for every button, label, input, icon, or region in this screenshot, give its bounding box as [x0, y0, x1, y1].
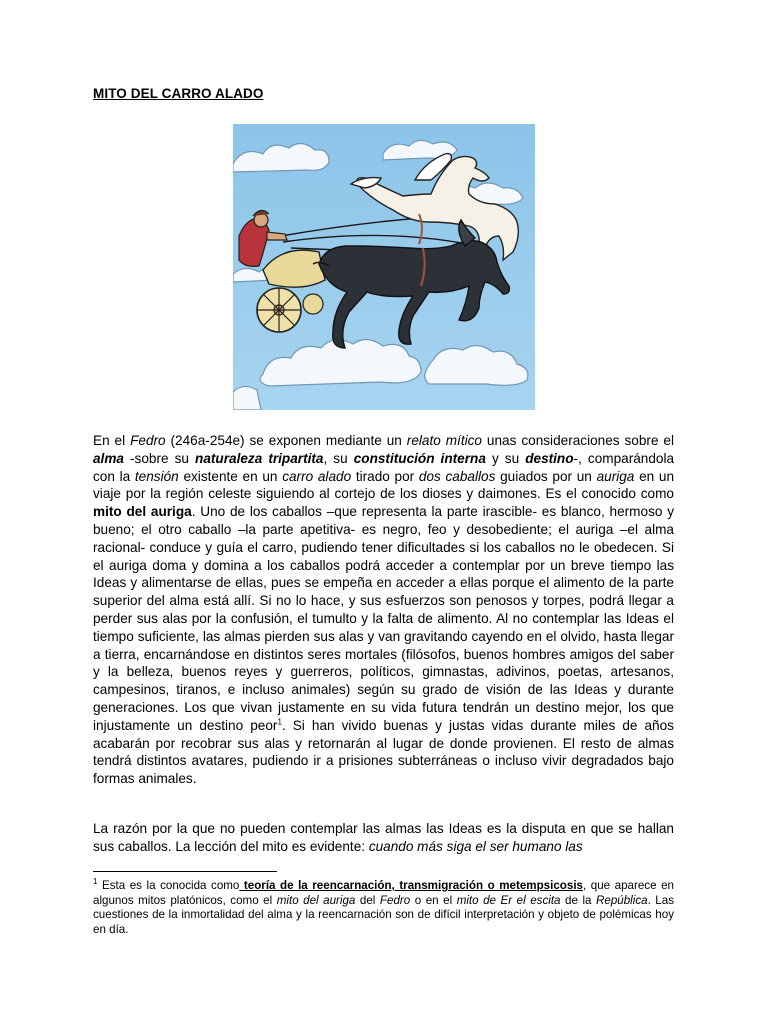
text-run: en un viaje por la región celeste siguiendo al cortejo de los dioses y daimones. Es el conocido como: [93, 468, 675, 502]
text-run: tensión: [134, 468, 179, 484]
text-run: tirado por: [351, 468, 419, 484]
text-run: del: [355, 893, 380, 907]
text-run: mito del auriga: [276, 893, 356, 907]
footnote: [93, 879, 674, 937]
text-run: naturaleza tripartita: [195, 450, 324, 466]
text-run: y su: [485, 450, 526, 466]
text-run: constitución interna: [353, 450, 486, 466]
text-run: -sobre su: [123, 450, 196, 466]
text-run: . Si han vivido buenas y justas vidas durante miles de años acabarán por recobrar sus alas y retornarán al lugar de donde provienen. El resto de almas tendrá distintos avatares, pudiendo ir a prisiones subterráneas o incluso vivir degradados bajo formas animales.: [93, 717, 674, 787]
text-run: cuando más siga el ser humano las: [368, 838, 583, 854]
text-run: Fedro: [379, 893, 411, 907]
text-run: carro alado: [282, 468, 352, 484]
text-run: dos caballos: [418, 468, 496, 484]
text-run: República: [596, 893, 648, 907]
text-run: guiados por un: [495, 468, 597, 484]
footnote-marker: 1: [277, 717, 282, 727]
text-run: teoría de la reencarnación, transmigración o metempsicosis: [239, 879, 583, 892]
document-title: MITO DEL CARRO ALADO: [93, 86, 264, 101]
text-run: o en el: [410, 893, 457, 907]
footnote-separator: [93, 871, 277, 872]
paragraph-myth-description: [93, 432, 674, 788]
text-run: . Las cuestiones de la inmortalidad del alma y la reencarnación son de difícil interpretación y objeto de polémicas hoy en día.: [93, 893, 675, 936]
text-run: mito de Er el escita: [456, 893, 561, 907]
text-run: (246a-254e) se exponen mediante un: [165, 433, 407, 448]
text-run: La razón por la que no pueden contemplar las almas las Ideas es la disputa en que se hallan sus caballos. La lección del mito es evidente:: [93, 821, 674, 854]
text-run: destino: [525, 450, 574, 466]
text-run: existente en un: [178, 468, 283, 484]
text-run: unas consideraciones sobre el: [482, 433, 675, 448]
text-run: auriga: [596, 468, 635, 484]
text-run: alma: [93, 450, 124, 466]
text-run: En el: [93, 433, 131, 448]
text-run: . Uno de los caballos –que representa la parte irascible- es blanco, hermoso y bueno; el otro caballo –la parte apetitiva- es negro, feo y desobediente; el auriga –el alma racional- conduce y guía el carro, pudiendo tener dificultades si los caballos no le obedecen. Si el auriga doma y domina a los caballos podrá acceder a contemplar por un breve tiempo las Ideas y alimentarse de ellas, pues se empeña en acceder a ellas porque el alimento de la parte superior del alma está allí. Si no lo hace, y sus esfuerzos son penosos y torpes, podrá llegar a perder sus alas por la confusión, el tumulto y la falta de alimento. Al no contemplar las Ideas el tiempo suficiente, las almas pierden sus alas y van gravitando cayendo en el olvido, hasta llegar a tierra, encarnándose en distintos seres mortales (filósofos, buenos hombres amigos del saber y la belleza, buenos reyes y guerreros, políticos, gimnastas, adivinos, poetas, artesanos, campesinos, tiranos, e incluso animales) según su grado de visión de las Ideas y durante generaciones. Los que vivan justamente en su vida futura tendrán un destino mejor, los que injustamente un destino peor: [93, 504, 675, 733]
text-run: de la: [560, 893, 596, 907]
text-run: Esta es la conocida como: [97, 879, 240, 892]
text-run: Fedro: [130, 433, 166, 448]
footnote-marker: 1: [93, 877, 98, 887]
text-run: , su: [323, 450, 354, 466]
text-run: -, comparándola con la: [93, 450, 675, 484]
winged-chariot-illustration: [233, 124, 535, 410]
paragraph-lesson: [93, 820, 674, 856]
text-run: relato mítico: [406, 433, 482, 448]
text-run: , que aparece en algunos mitos platónicos, como el: [93, 879, 674, 907]
text-run: mito del auriga: [93, 504, 192, 520]
